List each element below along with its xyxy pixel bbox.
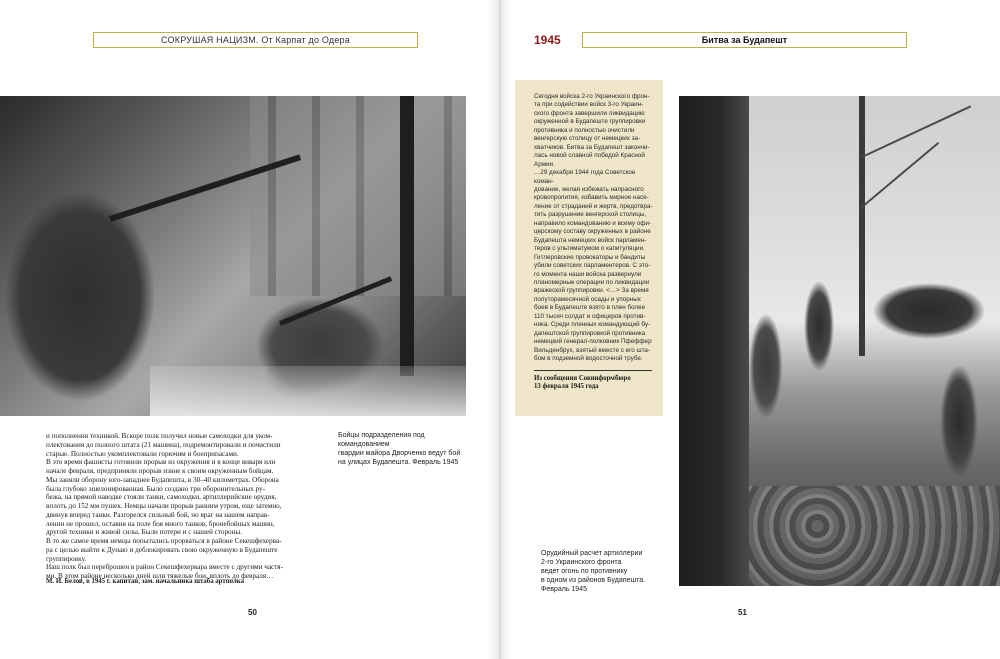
quote-line: 110 тысяч солдат и офицеров против- (534, 312, 646, 320)
quote-line: Вильденбрух, взятый вместе с его шта- (534, 346, 651, 354)
caption-line: ведет огонь по противнику (541, 568, 628, 575)
source-line: Из сообщения Совинформбюро (534, 375, 631, 382)
quote-line: ление от страданий и жертв, предотвра- (534, 202, 653, 210)
quote-line: полуторамесячной осады и упорных (534, 295, 641, 303)
caption-line: Февраль 1945 (541, 586, 587, 593)
artillery-crew-photo (679, 96, 1000, 586)
quote-line: дование, желая избежать напрасного (534, 185, 644, 193)
right-photo-caption (541, 549, 661, 594)
left-running-header: СОКРУШАЯ НАЦИЗМ. От Карпат до Одера (93, 32, 418, 48)
rubble (739, 486, 1000, 586)
sovinformburo-quote (534, 93, 654, 364)
text-line: Мы заняли оборону юго-западнее Будапешта, в 30–40 километрах. Оборона (46, 475, 279, 484)
quote-line: …29 декабря 1944 года Советское коман- (534, 169, 636, 185)
quote-line: Гитлеровские провокаторы и бандиты (534, 253, 646, 261)
snow-ground (150, 366, 466, 416)
quote-line: лась новой славной победой Красной (534, 152, 645, 160)
quote-line: хватчиков. Битва за Будапешт закончи- (534, 143, 650, 151)
quote-line: вражеской группировки. <…> За время (534, 287, 649, 295)
text-line: вплоть до 152 мм пушек. Немцы начали прорыв ранним утром, еще затемно, (46, 502, 282, 510)
caption-line: на улицах Будапешта. Февраль 1945 (338, 459, 459, 466)
caption-line: гвардии майора Дворченко ведут бой (338, 450, 461, 457)
right-running-header: Битва за Будапешт (582, 32, 907, 48)
caption-line: 2-го Украинского фронта (541, 559, 622, 566)
tree-branch (862, 105, 972, 158)
text-line: другой техники и живой силы. Были потери и с нашей стороны. (46, 528, 243, 537)
quote-line: убили советских парламентеров. С это- (534, 262, 651, 270)
quote-line: ника. Среди пленных командующий бу- (534, 321, 651, 329)
quote-line: тить разрушение венгерской столицы, (534, 211, 647, 219)
text-line: ми. В этом районе несколько дней шли тяжелые бои, вплоть до февраля… (46, 572, 274, 580)
text-line: В то же самое время немцы попытались прорваться в районе Секешфехерва- (46, 537, 282, 545)
quote-line: Армии. (534, 160, 555, 168)
quote-line: венгерскую столицу от немецких за- (534, 135, 641, 143)
source-line: 13 февраля 1945 года (534, 383, 599, 390)
quote-line: церскому составу окруженных в районе (534, 228, 651, 236)
text-line: лении не прошел, оставив на поле боя много танков, бронебойных машин, (46, 519, 275, 528)
quote-line: дапештской группировкой противника (534, 329, 646, 337)
ruined-building (250, 96, 466, 296)
quote-line: та при содействии войск 3-го Украин- (534, 101, 644, 109)
quote-line: окруженной в Будапеште группировки (534, 118, 646, 126)
quote-line: немецкий генерал-полковник Пфеффер (534, 338, 652, 346)
crew-member (934, 346, 984, 496)
quote-line: противника и полностью очистили (534, 126, 635, 134)
street-fight-photo (0, 96, 466, 416)
text-line: Наш полк был переброшен в район Секешфехервара вместе с другими частя- (46, 563, 283, 572)
text-line: В это время фашисты готовили прорыв из окружения и в конце января или (46, 458, 276, 467)
text-line: и пополнения техникой. Вскоре полк получил новые самоходки для уком- (46, 432, 273, 440)
text-line: была глубоко эшелонированная. Было создано три оборонительных ру- (46, 484, 266, 493)
quote-line: планомерные операции по ликвидации (534, 278, 650, 286)
quote-line: го момента наши войска развернули (534, 270, 642, 278)
artillery-gun (859, 276, 999, 346)
crew-member (744, 296, 789, 436)
text-line: двинув вперед танки. Разгорелся сильный бой, но враг на нашем направ- (46, 510, 270, 519)
year-label: 1945 (534, 33, 561, 47)
quote-line: кровопролития, избавить мирное насе- (534, 194, 649, 202)
text-line: старые. Полностью укомплектовали горючим и боеприпасами. (46, 449, 239, 458)
quote-line: боев в Будапеште взято в плен более (534, 304, 646, 312)
memoir-author: М. И. Белов, в 1945 г. капитан, зам. начальника штаба артполка (46, 578, 244, 585)
text-line: ра с целью выйти к Дунаю и деблокировать свою окруженную в Будапеште (46, 545, 278, 554)
quote-source (534, 375, 654, 391)
page-number-right: 51 (738, 608, 747, 617)
caption-line: Орудийный расчет артиллерии (541, 550, 643, 557)
page-number-left: 50 (248, 608, 257, 617)
quote-line: направило командованию и всему офи- (534, 219, 652, 227)
quote-line: бом в подземной водосточной трубе. (534, 355, 643, 363)
caption-line: в одном из районов Будапешта. (541, 577, 646, 584)
text-line: начале февраля, предприняли прорыв извне к своим окруженным бойцам. (46, 467, 274, 475)
shadowed-wall (679, 96, 749, 586)
crew-member (799, 266, 839, 386)
memoir-text (46, 432, 321, 581)
quote-line: Сегодня войска 2-го Украинского фрон- (534, 93, 650, 100)
caption-line: Бойцы подразделения под командованием (338, 432, 425, 448)
quote-line: Будапешта немецких войск парламен- (534, 236, 647, 244)
quote-line: теров с ультиматумом о капитуляции. (534, 245, 645, 253)
door-post (400, 96, 414, 376)
quote-divider (534, 370, 652, 371)
book-gutter (488, 0, 512, 659)
text-line: плектования до полного штата (21 машина), подремонтировали и почистили (46, 440, 281, 449)
left-photo-caption (338, 431, 468, 467)
quote-line: ского фронта завершили ликвидацию (534, 109, 645, 117)
text-line: бежа, на прямой наводке стояли танки, самоходки, артиллерийские орудия, (46, 493, 277, 502)
text-line: группировку. (46, 554, 87, 563)
